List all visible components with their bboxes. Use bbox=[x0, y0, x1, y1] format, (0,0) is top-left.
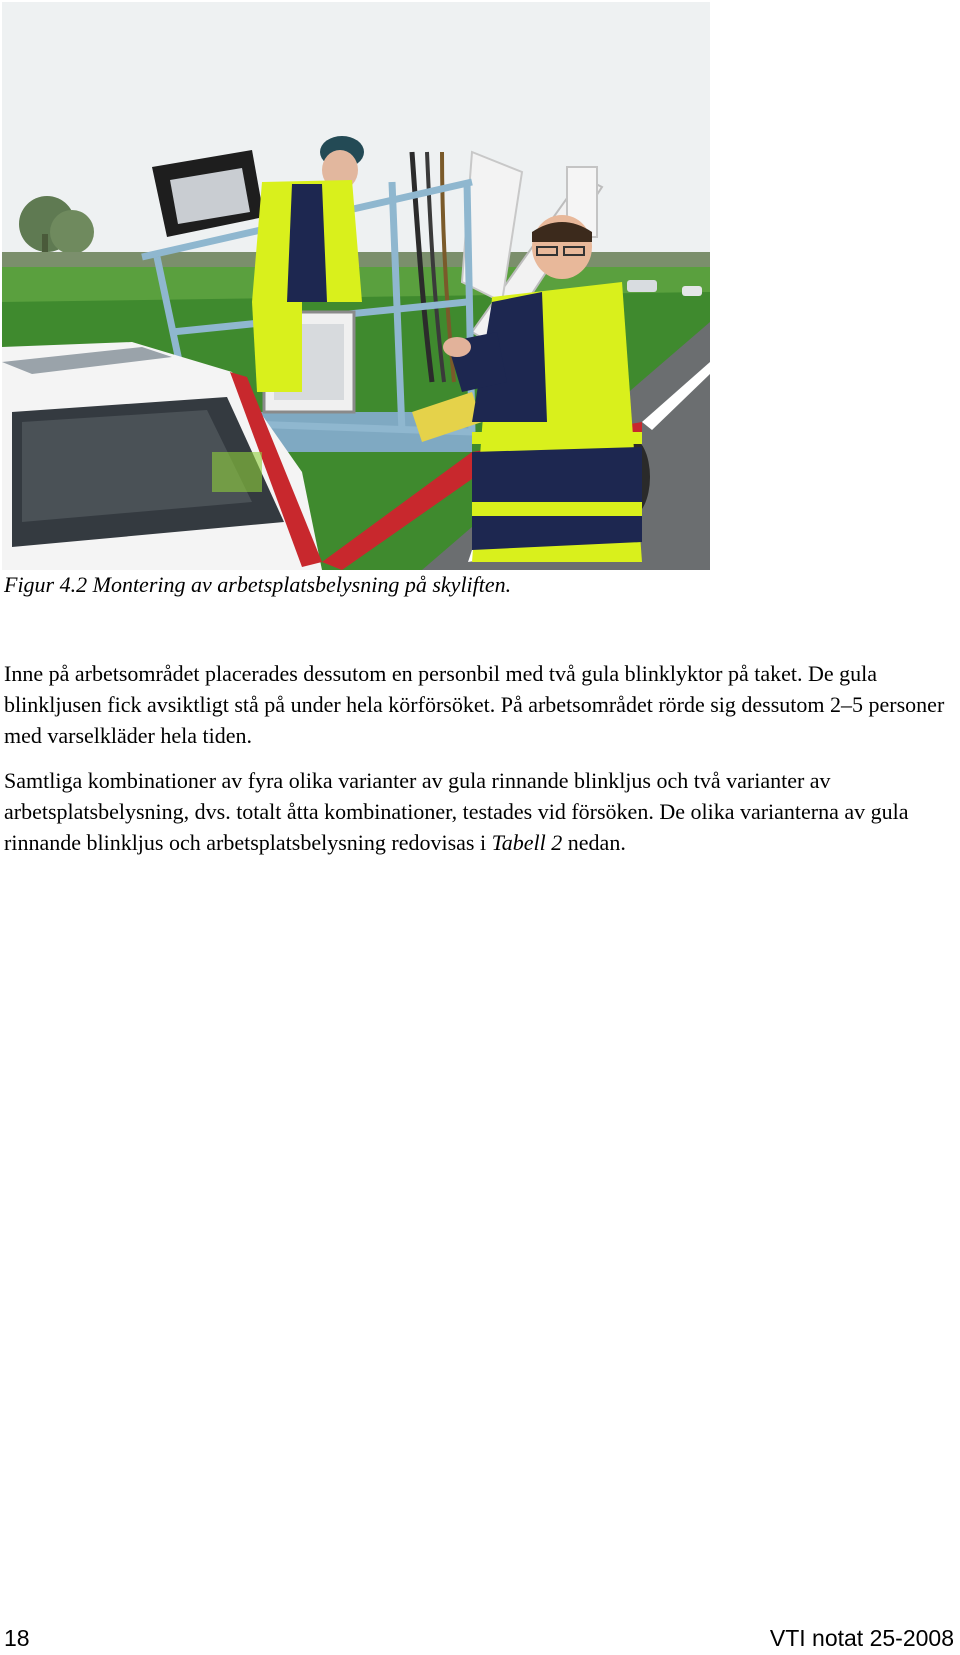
figure-photo bbox=[2, 2, 710, 570]
report-id: VTI notat 25-2008 bbox=[769, 1625, 954, 1651]
body-paragraph-2-text-a: Samtliga kombinationer av fyra olika varianter av gula rinnande blinkljus och två varianter av arbetsplatsbelysning, dvs. totalt åtta kombinationer, testades vid försöken. De olika varianterna av gula rinnande blinkljus och arbetsplatsbelysning redovisas i bbox=[4, 768, 909, 855]
body-paragraph-2-text-b: nedan. bbox=[562, 830, 626, 855]
page-number: 18 bbox=[4, 1625, 30, 1651]
body-paragraph-2 bbox=[4, 765, 954, 858]
skylift-photo-illustration bbox=[2, 2, 710, 570]
figure-caption: Figur 4.2 Montering av arbetsplatsbelysning på skyliften. bbox=[4, 572, 512, 597]
table-reference: Tabell 2 bbox=[491, 830, 563, 855]
body-paragraph-1: Inne på arbetsområdet placerades dessutom en personbil med två gula blinklyktor på taket. De gula blinkljusen fick avsiktligt stå på under hela körförsöket. På arbetsområdet rörde sig dessutom 2–5 personer med varselkläder hela tiden. bbox=[4, 661, 945, 748]
